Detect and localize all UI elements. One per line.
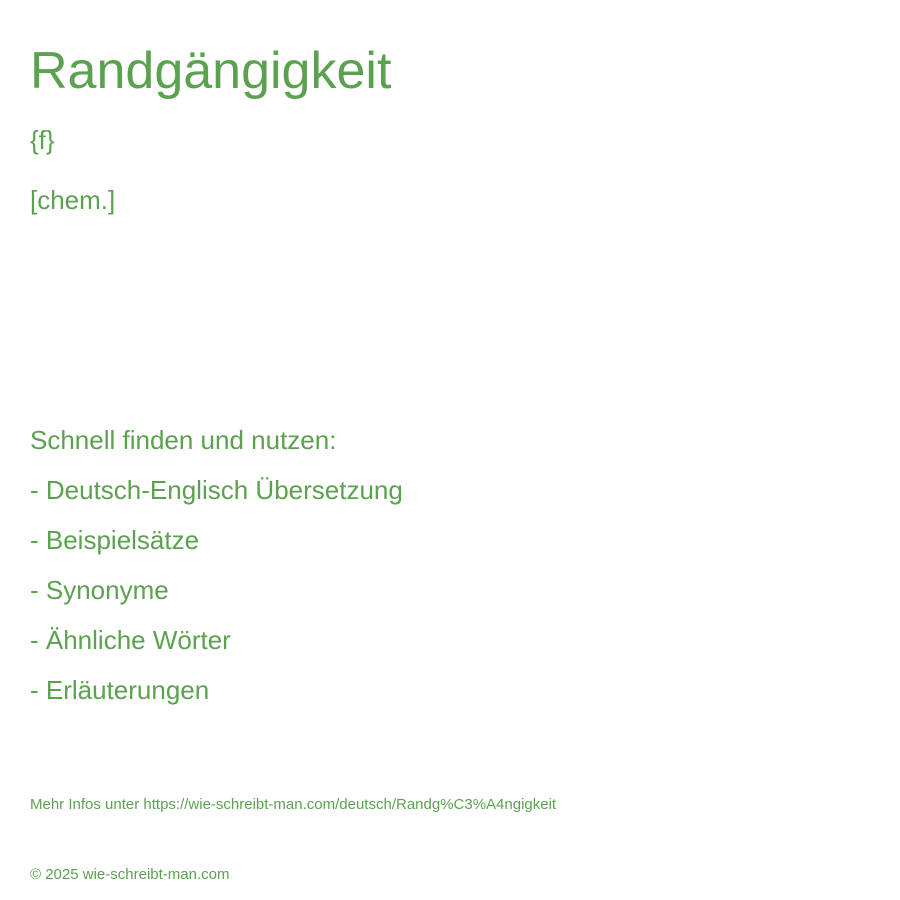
more-info-prefix: Mehr Infos unter [30, 796, 144, 813]
subject-category: [chem.] [30, 185, 116, 215]
feature-item-synonyms: - Synonyme [30, 575, 169, 605]
copyright: © 2025 wie-schreibt-man.com [30, 866, 230, 883]
grammatical-gender: {f} [30, 125, 55, 155]
feature-item-explanations: - Erläuterungen [30, 675, 210, 705]
feature-item-similar-words: - Ähnliche Wörter [30, 625, 231, 655]
feature-item-translation: - Deutsch-Englisch Übersetzung [30, 475, 403, 505]
page-title: Randgängigkeit [30, 42, 392, 100]
feature-list-heading: Schnell finden und nutzen: [30, 425, 337, 455]
feature-list [30, 424, 403, 724]
feature-item-example-sentences: - Beispielsätze [30, 525, 200, 555]
more-info-line [30, 795, 556, 815]
more-info-link[interactable]: https://wie-schreibt-man.com/deutsch/Randg%C3%A4ngigkeit [143, 796, 557, 813]
